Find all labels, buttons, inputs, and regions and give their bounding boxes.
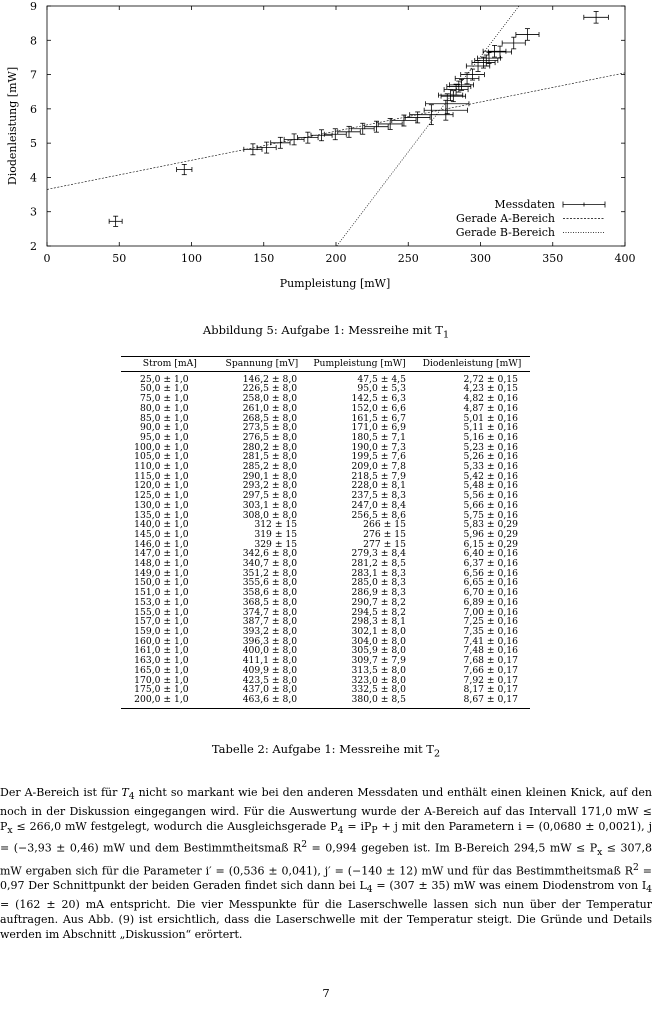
table-cell: 170,0 ± 1,0 [134,674,189,686]
table-cell: 393,2 ± 8,0 [242,625,298,637]
table-cell: 149,0 ± 1,0 [134,567,189,579]
table-cell: 148,0 ± 1,0 [134,558,189,570]
table-cell: 209,0 ± 7,8 [351,461,406,473]
x-tick-label: 200 [325,252,347,265]
table-cell: 304,0 ± 8,0 [351,635,406,647]
data-point [177,164,192,174]
table-cell: 6,89 ± 0,16 [463,596,518,608]
legend-label-messdaten: Messdaten [494,198,555,211]
table-cell: 8,67 ± 0,17 [463,693,518,705]
table-cell: 276,5 ± 8,0 [242,431,298,443]
table-cell: 266 ± 15 [363,519,406,531]
table-cell: 150,0 ± 1,0 [134,577,189,589]
y-tick-label: 3 [30,205,37,219]
data-point [271,137,290,148]
x-tick-label: 400 [614,252,636,265]
table-cell: 237,5 ± 8,3 [351,490,406,502]
y-tick-label: 5 [30,137,37,151]
text-run: = iP [343,819,372,833]
table-cell: 355,6 ± 8,0 [242,577,298,589]
table-cell: 228,0 ± 8,1 [351,480,406,492]
table-cell: 358,6 ± 8,0 [242,587,298,599]
table-cell: 5,26 ± 0,16 [463,451,518,463]
table-caption-text: Tabelle 2: Aufgabe 1: Messreihe mit T [211,742,434,756]
table-cell: 200,0 ± 1,0 [134,693,189,705]
table-cell: 411,1 ± 8,0 [242,655,298,667]
text-run: + j mit den Parametern i = (0,0680 ± 0,0021), j = (−3,93 ± 0,46) mW und dem Bestimmtheitsmaß R [0,819,652,856]
data-point [244,144,262,155]
table-cell: 5,16 ± 0,16 [463,431,518,443]
page-number: 7 [322,986,330,1000]
table-cell: 312 ± 15 [254,519,298,531]
table-cell: 95,0 ± 1,0 [140,431,189,443]
figure-chart [0,0,652,300]
table-cell: 276 ± 15 [363,528,406,540]
table-cell: 7,66 ± 0,17 [463,664,518,676]
table-cell: 146,0 ± 1,0 [134,538,189,550]
table-cell: 135,0 ± 1,0 [134,509,189,521]
text-run: = 0,97 Der Schnittpunkt der beiden Geraden findet sich dann bei L [0,864,652,893]
text-run: ≤ 307,8 mW ergaben sich für die Parameter i′ = (0,536 ± 0,041), j′ = (−140 ± 12) mW und für das Bestimmtheitsmaß R [0,842,652,878]
table-cell: 5,75 ± 0,16 [463,509,518,521]
table-cell: 7,68 ± 0,17 [463,655,518,667]
math-sub: x [7,824,13,836]
table-cell: 281,5 ± 8,0 [242,451,298,463]
table-cell: 7,41 ± 0,16 [463,635,518,647]
legend-label-gerade-a: Gerade A-Bereich [456,212,555,225]
data-point [516,29,539,41]
table-cell: 163,0 ± 1,0 [134,655,189,667]
table-cell: 6,37 ± 0,16 [463,558,518,570]
table-cell: 7,25 ± 0,16 [463,616,518,628]
table-cell: 6,56 ± 0,16 [463,567,518,579]
data-point [405,112,430,123]
table-cell: 423,5 ± 8,0 [242,674,298,686]
table-cell: 329 ± 15 [254,538,298,550]
data-point [392,115,416,126]
legend-label-gerade-b: Gerade B-Bereich [455,226,555,239]
text-run: ≤ 266,0 mW festgelegt, wodurch die Ausgleichsgerade P [12,819,338,833]
data-point [338,126,361,137]
table-cell: 409,9 ± 8,0 [242,664,298,676]
table-cell: 400,0 ± 8,0 [242,645,298,657]
text-run: nicht so markant wie bei den anderen Messdaten und enthält einen kleinen Knick, auf den noch in der Diskussion eingegangen wird. Für die Auswertung wurde der A-Bereich auf das Intervall 171,0 mW ≤ P [0,786,652,833]
data-point [351,123,374,134]
x-tick-label: 300 [470,252,491,265]
table-cell: 290,1 ± 8,0 [242,470,298,482]
table-cell: 142,5 ± 6,3 [351,393,406,405]
table-cell: 6,15 ± 0,29 [463,538,518,550]
table-cell: 7,92 ± 0,17 [463,674,518,686]
text-run: = 0,994 gegeben ist. Im B-Bereich 294,5 mW ≤ P [307,842,598,856]
table-cell: 297,5 ± 8,0 [242,490,298,502]
table-cell: 218,5 ± 7,9 [351,470,406,482]
table-cell: 463,6 ± 8,0 [242,693,298,705]
table-cell: 268,5 ± 8,0 [242,412,298,424]
data-point [284,134,304,145]
data-point [424,100,467,120]
table-cell: 85,0 ± 1,0 [140,412,189,424]
table-cell: 80,0 ± 1,0 [140,402,189,414]
table-cell: 279,3 ± 8,4 [351,548,406,560]
data-points [109,11,608,226]
text-run: = (162 ± 20) mA entspricht. Die vier Messpunkte für die Laserschwelle lassen sich nun über der Temperatur auftragen. Aus Abb. (9) ist ersichtlich, dass die Laserschwelle mit der Temperatur steigt. Die Gründe und Details werden im Abschnitt „Diskussion“ erörtert. [0,898,652,941]
y-tick-label: 8 [30,34,37,48]
table-cell: 396,3 ± 8,0 [242,635,298,647]
table-cell: 165,0 ± 1,0 [134,664,189,676]
x-tick-label: 0 [43,252,51,265]
y-tick-label: 2 [30,240,37,253]
table-cell: 147,0 ± 1,0 [134,548,189,560]
data-point [378,118,402,129]
math-sub: P [371,824,378,836]
table-cell: 152,0 ± 6,6 [351,402,406,414]
table-cell: 100,0 ± 1,0 [134,441,189,453]
table-cell: 155,0 ± 1,0 [134,606,189,618]
table-cell: 110,0 ± 1,0 [134,461,189,473]
table-cell: 2,72 ± 0,15 [463,373,518,385]
table-cell: 283,1 ± 8,3 [351,567,406,579]
table-cell: 309,7 ± 7,9 [351,655,406,667]
table-cell: 374,7 ± 8,0 [242,606,298,618]
table-cell: 159,0 ± 1,0 [134,625,189,637]
table-cell: 199,5 ± 7,6 [351,451,406,463]
table-caption [0,742,652,759]
y-tick-label: 9 [30,0,37,13]
table-cell: 4,87 ± 0,16 [463,402,518,414]
table-cell: 290,7 ± 8,2 [351,596,406,608]
table-cell: 5,01 ± 0,16 [463,412,518,424]
table-cell: 302,1 ± 8,0 [351,625,406,637]
table-cell: 286,9 ± 8,3 [351,587,406,599]
table-cell: 277 ± 15 [363,538,406,550]
table-cell: 157,0 ± 1,0 [134,616,189,628]
figure-caption-text: Abbildung 5: Aufgabe 1: Messreihe mit T [202,323,443,337]
table-cell: 285,0 ± 8,3 [351,577,406,589]
table-cell: 120,0 ± 1,0 [134,480,189,492]
table-cell: 308,0 ± 8,0 [242,509,298,521]
table-cell: 7,35 ± 0,16 [463,625,518,637]
fit-line-a [47,73,625,190]
text-run: = (307 ± 35) mW was einem Diodenstrom von I [372,879,647,893]
math-sup: 2 [633,862,639,874]
table-cell: 261,0 ± 8,0 [242,402,298,414]
table-cell: 319 ± 15 [254,528,298,540]
table-cell: 313,5 ± 8,0 [351,664,406,676]
table-cell: 294,5 ± 8,2 [351,606,406,618]
table-cell: 332,5 ± 8,0 [351,684,406,696]
table-cell: 105,0 ± 1,0 [134,451,189,463]
table-cell: 160,0 ± 1,0 [134,635,189,647]
table-cell: 387,7 ± 8,0 [242,616,298,628]
y-tick-label: 7 [30,68,37,82]
table-cell: 75,0 ± 1,0 [140,393,189,405]
x-tick-label: 100 [181,252,202,265]
x-tick-label: 150 [253,252,275,265]
table-cell: 342,6 ± 8,0 [242,548,298,560]
y-axis-label: Diodenleistung [mW] [6,66,19,186]
figure-caption [0,323,652,340]
table-row [121,695,530,708]
table-cell: 293,2 ± 8,0 [242,480,298,492]
table-cell: 6,40 ± 0,16 [463,548,518,560]
math-sup: 2 [301,839,308,851]
data-point [365,121,388,132]
data-point [257,142,276,153]
y-tick-label: 6 [30,102,37,116]
table-cell: 351,2 ± 8,0 [242,567,298,579]
data-point [477,53,500,64]
y-tick-label: 4 [30,171,37,185]
table-cell: 146,2 ± 8,0 [242,373,298,385]
table-cell: 5,56 ± 0,16 [463,490,518,502]
figure-caption-subscript: 1 [442,329,450,341]
table-cell: 298,3 ± 8,1 [351,616,406,628]
table-cell: 25,0 ± 1,0 [140,373,189,385]
table-cell: 285,2 ± 8,0 [242,461,298,473]
data-point [298,132,319,143]
table-cell: 5,83 ± 0,29 [463,519,518,531]
table-cell: 145,0 ± 1,0 [134,528,189,540]
table-cell: 380,0 ± 8,5 [351,693,406,705]
table-caption-subscript: 2 [433,748,441,760]
table-cell: 340,7 ± 8,0 [242,558,298,570]
table-cell: 7,00 ± 0,16 [463,606,518,618]
fit-line-b [337,6,519,246]
table-cell: 95,0 ± 5,3 [357,383,406,395]
table-cell: 190,0 ± 7,3 [351,441,406,453]
table-cell: 175,0 ± 1,0 [134,684,189,696]
x-tick-label: 250 [397,252,419,265]
table-cell: 115,0 ± 1,0 [134,470,189,482]
table-cell: 8,17 ± 0,17 [463,684,518,696]
table-cell: 281,2 ± 8,5 [351,558,406,570]
table-cell: 5,11 ± 0,16 [463,422,518,434]
table-cell: 140,0 ± 1,0 [134,519,189,531]
table-cell: 125,0 ± 1,0 [134,490,189,502]
header-spannung: Spannung [mV] [225,358,299,369]
table-cell: 47,5 ± 4,5 [357,373,406,385]
math-sub: 4 [337,824,344,836]
legend [456,198,605,239]
table-cell: 151,0 ± 1,0 [134,587,189,599]
header-strom: Strom [mA] [142,358,197,369]
table-cell: 226,5 ± 8,0 [242,383,298,395]
data-point [109,216,122,226]
math-t: T [121,786,129,799]
math-sub: 4 [128,791,135,803]
table-cell: 4,82 ± 0,16 [463,393,518,405]
x-tick-label: 350 [542,252,564,265]
table-cell: 256,5 ± 8,6 [351,509,406,521]
legend-marker-messdaten [563,202,605,208]
table-cell: 161,5 ± 6,7 [351,412,406,424]
table-cell: 368,5 ± 8,0 [242,596,298,608]
text-run: Der A-Bereich ist für [0,786,122,799]
table-cell: 153,0 ± 1,0 [134,596,189,608]
header-pumpleistung: Pumpleistung [mW] [313,358,406,369]
data-point [311,130,332,141]
table-cell: 7,48 ± 0,16 [463,645,518,657]
table-cell: 305,9 ± 8,0 [351,645,406,657]
header-diodenleistung: Diodenleistung [mW] [422,358,522,369]
table-cell: 5,33 ± 0,16 [463,461,518,473]
table-cell: 6,65 ± 0,16 [463,577,518,589]
table-body [121,371,530,708]
table-cell: 5,66 ± 0,16 [463,499,518,511]
table-cell: 171,0 ± 6,9 [351,422,406,434]
table-cell: 273,5 ± 8,0 [242,422,298,434]
table-cell: 5,96 ± 0,29 [463,528,518,540]
x-axis-label: Pumpleistung [mW] [279,277,391,290]
data-point [324,129,346,140]
body-paragraph [0,786,652,942]
table-header-row [121,357,530,372]
data-point [450,79,474,90]
data-point [584,11,609,23]
table-cell: 247,0 ± 8,4 [351,499,406,511]
math-sub: 4 [646,884,652,896]
data-point [488,46,511,58]
x-tick-label: 50 [112,252,127,265]
table-cell: 50,0 ± 1,0 [140,383,189,395]
table-cell: 161,0 ± 1,0 [134,645,189,657]
table-cell: 4,23 ± 0,15 [463,383,518,395]
data-table [121,356,530,709]
table-cell: 303,1 ± 8,0 [242,499,298,511]
table-cell: 280,2 ± 8,0 [242,441,298,453]
table-cell: 258,0 ± 8,0 [242,393,298,405]
math-sub: 4 [366,884,373,896]
table-cell: 323,0 ± 8,0 [351,674,406,686]
table-cell: 5,42 ± 0,16 [463,470,518,482]
data-point [502,37,525,49]
table-cell: 180,5 ± 7,1 [351,431,406,443]
table-cell: 130,0 ± 1,0 [134,499,189,511]
data-point [472,57,495,68]
math-sub: x [597,847,603,859]
table-cell: 6,70 ± 0,16 [463,587,518,599]
table-cell: 437,0 ± 8,0 [242,684,298,696]
table-cell: 5,48 ± 0,16 [463,480,518,492]
table-cell: 5,23 ± 0,16 [463,441,518,453]
table-cell: 90,0 ± 1,0 [140,422,189,434]
